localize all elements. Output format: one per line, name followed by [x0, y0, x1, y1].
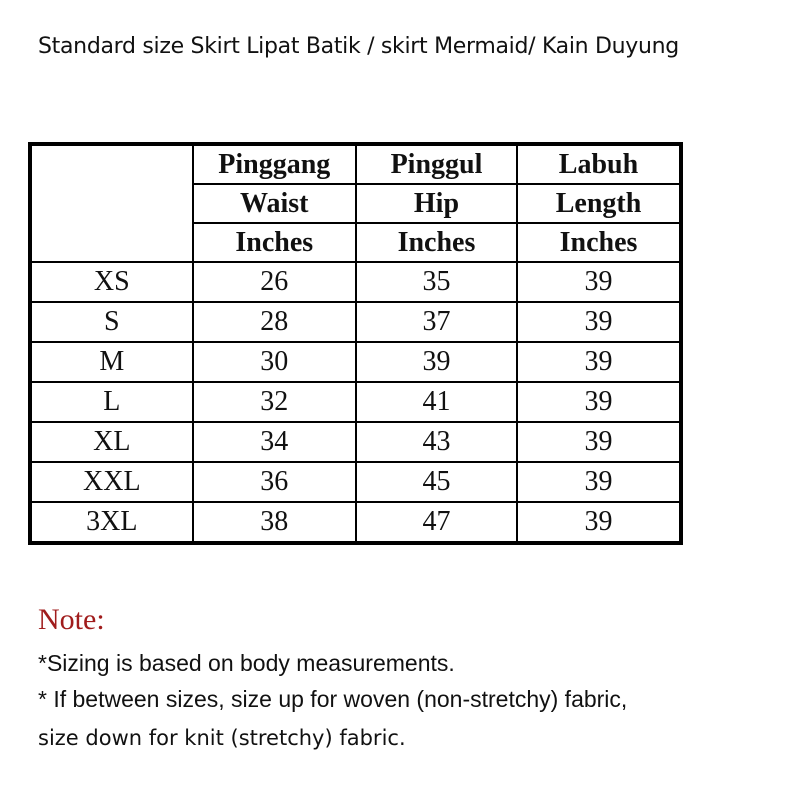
size-cell: 3XL — [30, 502, 193, 543]
length-cell: 39 — [517, 462, 681, 502]
length-cell: 39 — [517, 302, 681, 342]
table-row — [30, 382, 681, 422]
header-length-unit: Inches — [517, 223, 681, 262]
note-line: * If between sizes, size up for woven (non-stretchy) fabric, — [38, 686, 628, 712]
size-chart-table — [28, 142, 683, 545]
header-waist-malay: Pinggang — [193, 144, 356, 184]
table-row — [30, 342, 681, 382]
waist-cell: 34 — [193, 422, 356, 462]
hip-cell: 35 — [356, 262, 517, 302]
header-hip-malay: Pinggul — [356, 144, 517, 184]
length-cell: 39 — [517, 342, 681, 382]
hip-cell: 41 — [356, 382, 517, 422]
size-cell: L — [30, 382, 193, 422]
header-hip-english: Hip — [356, 184, 517, 223]
header-corner-cell — [30, 144, 193, 262]
size-cell: XS — [30, 262, 193, 302]
size-cell: XL — [30, 422, 193, 462]
header-length-english: Length — [517, 184, 681, 223]
size-cell: M — [30, 342, 193, 382]
waist-cell: 28 — [193, 302, 356, 342]
page-title: Standard size Skirt Lipat Batik / skirt Mermaid/ Kain Duyung — [38, 34, 679, 59]
waist-cell: 38 — [193, 502, 356, 543]
header-waist-unit: Inches — [193, 223, 356, 262]
header-waist-english: Waist — [193, 184, 356, 223]
waist-cell: 30 — [193, 342, 356, 382]
length-cell: 39 — [517, 262, 681, 302]
table-row — [30, 422, 681, 462]
length-cell: 39 — [517, 382, 681, 422]
table-row — [30, 502, 681, 543]
header-row-malay — [30, 144, 681, 184]
table-row — [30, 302, 681, 342]
waist-cell: 32 — [193, 382, 356, 422]
length-cell: 39 — [517, 422, 681, 462]
size-cell: XXL — [30, 462, 193, 502]
hip-cell: 37 — [356, 302, 517, 342]
waist-cell: 36 — [193, 462, 356, 502]
hip-cell: 39 — [356, 342, 517, 382]
header-length-malay: Labuh — [517, 144, 681, 184]
hip-cell: 47 — [356, 502, 517, 543]
waist-cell: 26 — [193, 262, 356, 302]
hip-cell: 43 — [356, 422, 517, 462]
table-row — [30, 262, 681, 302]
hip-cell: 45 — [356, 462, 517, 502]
note-label: Note: — [38, 603, 105, 636]
note-line: *Sizing is based on body measurements. — [38, 650, 455, 676]
header-hip-unit: Inches — [356, 223, 517, 262]
length-cell: 39 — [517, 502, 681, 543]
size-cell: S — [30, 302, 193, 342]
table-row — [30, 462, 681, 502]
note-line: size down for knit (stretchy) fabric. — [38, 726, 406, 750]
